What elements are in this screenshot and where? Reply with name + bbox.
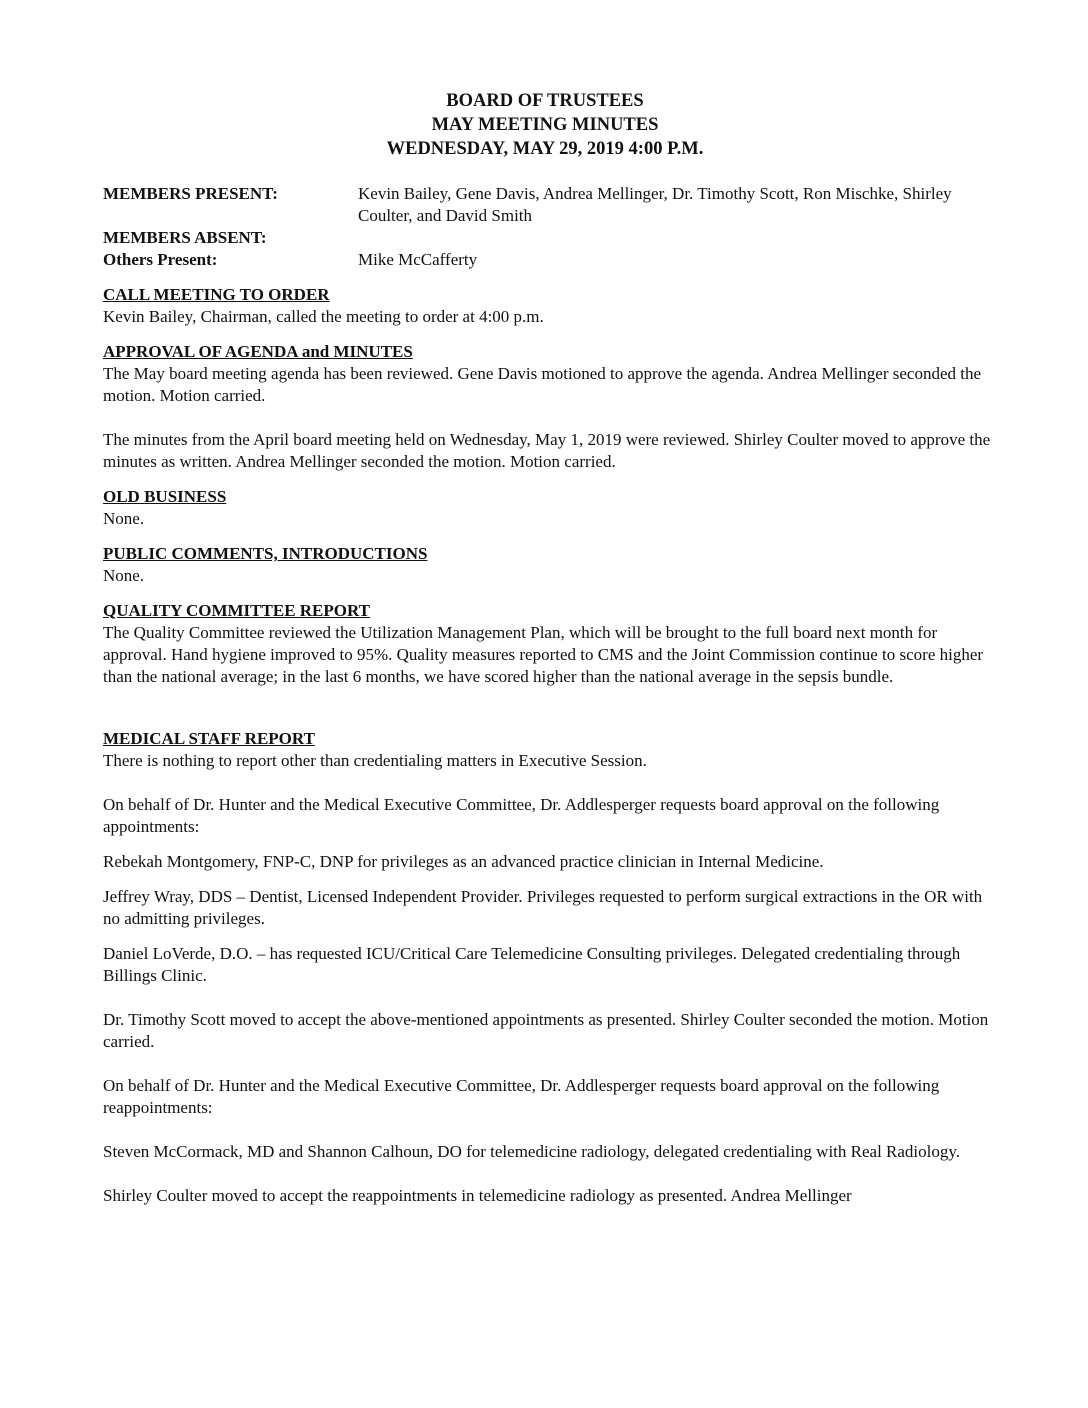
call-to-order-section xyxy=(103,284,993,328)
public-comments-heading: PUBLIC COMMENTS, INTRODUCTIONS xyxy=(103,544,428,563)
reappointments-motion: Shirley Coulter moved to accept the reappointments in telemedicine radiology as presented. Andrea Mellinger xyxy=(103,1186,852,1205)
members-absent-value xyxy=(358,227,993,249)
approval-section xyxy=(103,341,993,473)
medical-staff-heading: MEDICAL STAFF REPORT xyxy=(103,729,315,748)
members-absent-row xyxy=(103,227,993,249)
quality-section xyxy=(103,600,993,688)
quality-heading: QUALITY COMMITTEE REPORT xyxy=(103,601,371,620)
quality-text: The Quality Committee reviewed the Utilization Management Plan, which will be brought to the full board next month for approval. Hand hygiene improved to 95%. Quality measures reported to CMS and the Joint Commission continue to score higher than the national average; in the last 6 months, we have scored higher than the national average in the sepsis bundle. xyxy=(103,623,984,686)
medical-staff-intro: There is nothing to report other than credentialing matters in Executive Session. xyxy=(103,751,647,770)
title-line-1: BOARD OF TRUSTEES xyxy=(446,91,644,111)
appointments-motion: Dr. Timothy Scott moved to accept the above-mentioned appointments as presented. Shirley Coulter seconded the motion. Motion carried. xyxy=(103,1010,989,1051)
minutes-body xyxy=(103,89,993,1207)
appointment-1: Rebekah Montgomery, FNP-C, DNP for privileges as an advanced practice clinician in Internal Medicine. xyxy=(103,852,824,871)
others-present-value: Mike McCafferty xyxy=(358,250,478,269)
members-present-label: MEMBERS PRESENT: xyxy=(103,184,278,203)
approval-heading: APPROVAL OF AGENDA and MINUTES xyxy=(103,342,413,361)
appointment-3: Daniel LoVerde, D.O. – has requested ICU/Critical Care Telemedicine Consulting privileges. Delegated credentialing through Billings Clinic. xyxy=(103,944,961,985)
call-to-order-heading: CALL MEETING TO ORDER xyxy=(103,285,330,304)
others-present-row xyxy=(103,249,993,271)
old-business-heading: OLD BUSINESS xyxy=(103,487,227,506)
members-absent-label: MEMBERS ABSENT: xyxy=(103,228,267,247)
appointments-request: On behalf of Dr. Hunter and the Medical Executive Committee, Dr. Addlesperger requests board approval on the following appointments: xyxy=(103,795,940,836)
members-present-value: Kevin Bailey, Gene Davis, Andrea Mellinger, Dr. Timothy Scott, Ron Mischke, Shirley Coulter, and David Smith xyxy=(358,184,952,225)
reappointments-request: On behalf of Dr. Hunter and the Medical Executive Committee, Dr. Addlesperger requests board approval on the following reappointments: xyxy=(103,1076,940,1117)
document-title xyxy=(97,89,993,161)
old-business-section xyxy=(103,486,993,530)
medical-staff-section xyxy=(103,728,993,1207)
members-present-row xyxy=(103,183,993,227)
members-block xyxy=(103,183,993,271)
approval-paragraph-2: The minutes from the April board meeting held on Wednesday, May 1, 2019 were reviewed. Shirley Coulter moved to approve the minutes as written. Andrea Mellinger seconded the motion. Motion carried. xyxy=(103,430,991,471)
old-business-text: None. xyxy=(103,509,145,528)
call-to-order-text: Kevin Bailey, Chairman, called the meeting to order at 4:00 p.m. xyxy=(103,307,544,326)
public-comments-text: None. xyxy=(103,566,145,585)
reappointment-1: Steven McCormack, MD and Shannon Calhoun, DO for telemedicine radiology, delegated credentialing with Real Radiology. xyxy=(103,1142,961,1161)
others-present-label: Others Present: xyxy=(103,250,218,269)
title-line-3: WEDNESDAY, MAY 29, 2019 4:00 P.M. xyxy=(386,139,704,159)
title-line-2: MAY MEETING MINUTES xyxy=(431,115,659,135)
public-comments-section xyxy=(103,543,993,587)
approval-paragraph-1: The May board meeting agenda has been reviewed. Gene Davis motioned to approve the agenda. Andrea Mellinger seconded the motion. Motion carried. xyxy=(103,364,982,405)
appointment-2: Jeffrey Wray, DDS – Dentist, Licensed Independent Provider. Privileges requested to perform surgical extractions in the OR with no admitting privileges. xyxy=(103,887,983,928)
